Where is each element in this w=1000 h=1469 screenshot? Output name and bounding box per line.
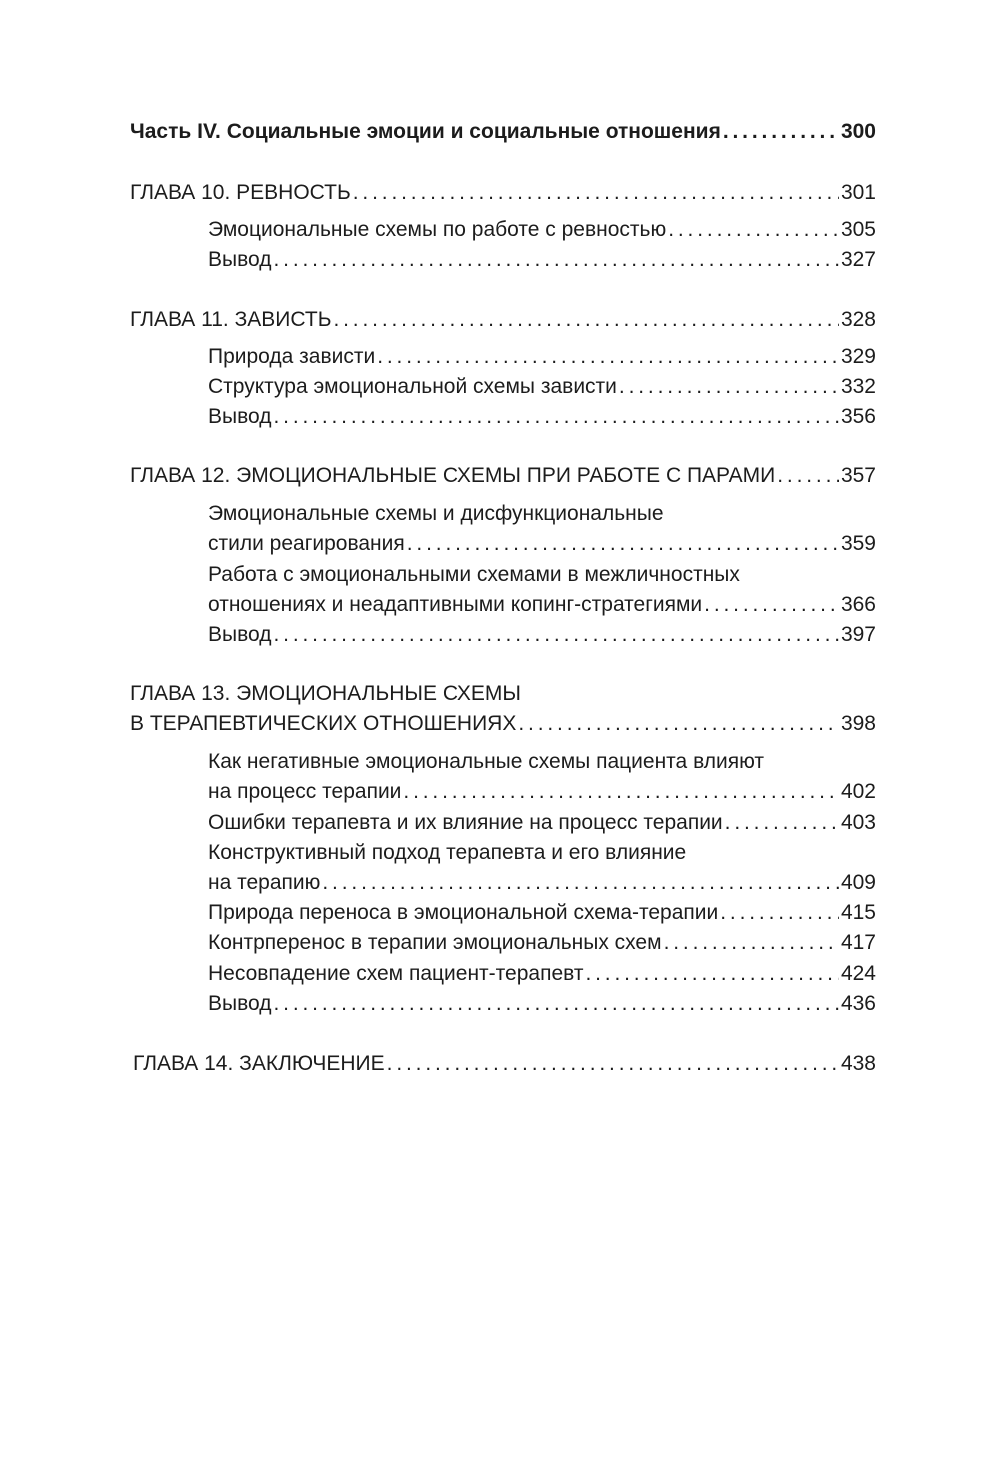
toc-leader-dots	[619, 372, 839, 402]
toc-entry	[208, 402, 876, 432]
toc-entry-label: Вывод	[208, 248, 272, 271]
toc-entry-label: Природа переноса в эмоциональной схема-терапии	[208, 901, 719, 924]
toc-page-number: 424	[840, 962, 876, 985]
toc-entry-first-line: Конструктивный подход терапевта и его влияние	[208, 841, 687, 864]
toc-leader-dots	[274, 402, 839, 432]
toc-page-number: 328	[840, 308, 876, 331]
toc-entry-label: Контрперенос в терапии эмоциональных схем	[208, 931, 662, 954]
toc-page-number: 403	[840, 811, 876, 834]
toc-page-number: 332	[840, 375, 876, 398]
toc-page-number: 409	[840, 871, 876, 894]
toc-leader-dots	[664, 928, 839, 958]
toc-page-number: 436	[840, 992, 876, 1015]
toc-part-label: Часть IV. Социальные эмоции и социальные отношения	[130, 120, 721, 143]
toc-leader-dots	[403, 777, 839, 807]
toc-entry-label: отношениях и неадаптивными копинг-стратегиями	[208, 593, 703, 616]
toc-page-number: 438	[840, 1052, 876, 1075]
toc-page-number: 305	[840, 218, 876, 241]
toc-entry	[208, 620, 876, 650]
toc-page-number: 417	[840, 931, 876, 954]
toc-entry-label: Природа зависти	[208, 345, 376, 368]
toc-chapter-14	[133, 1049, 876, 1079]
toc-page-number: 300	[840, 120, 876, 143]
toc-page-number: 359	[840, 532, 876, 555]
toc-page-number: 398	[840, 712, 876, 735]
toc-leader-dots	[777, 461, 839, 491]
toc-entry	[208, 928, 876, 958]
toc-chapter-13	[130, 709, 876, 739]
toc-entry-label: на процесс терапии	[208, 780, 402, 803]
toc-leader-dots	[353, 178, 839, 208]
toc-entry	[208, 529, 876, 559]
toc-entry-label: стили реагирования	[208, 532, 405, 555]
toc-entry-label: Структура эмоциональной схемы зависти	[208, 375, 617, 398]
toc-chapter-title: ГЛАВА 14. ЗАКЛЮЧЕНИЕ	[133, 1052, 385, 1075]
toc-leader-dots	[725, 808, 839, 838]
toc-entry-label: Вывод	[208, 623, 272, 646]
toc-entry-label: Вывод	[208, 992, 272, 1015]
toc-entry	[208, 868, 876, 898]
toc-page-number: 357	[840, 464, 876, 487]
toc-entry-label: Вывод	[208, 405, 272, 428]
toc-entry-first-line: Эмоциональные схемы и дисфункциональные	[208, 502, 664, 525]
toc-entry-label: Эмоциональные схемы по работе с ревностью	[208, 218, 667, 241]
toc-chapter-10	[130, 178, 876, 208]
toc-chapter-title: ГЛАВА 11. ЗАВИСТЬ	[130, 308, 332, 331]
toc-entry	[208, 372, 876, 402]
toc-page-number: 329	[840, 345, 876, 368]
toc-leader-dots	[407, 529, 839, 559]
toc-leader-dots	[387, 1049, 839, 1079]
toc-leader-dots	[720, 898, 839, 928]
toc-chapter-title: ГЛАВА 10. РЕВНОСТЬ	[130, 181, 351, 204]
toc-leader-dots	[322, 868, 839, 898]
toc-leader-dots	[723, 117, 839, 147]
toc-entry	[208, 808, 876, 838]
toc-page-number: 415	[840, 901, 876, 924]
toc-page-number: 366	[840, 593, 876, 616]
toc-entry-first-line: Как негативные эмоциональные схемы пациента влияют	[208, 750, 765, 773]
toc-page-number: 397	[840, 623, 876, 646]
toc-entry	[208, 777, 876, 807]
toc-page-number: 301	[840, 181, 876, 204]
toc-leader-dots	[668, 215, 839, 245]
toc-leader-dots	[704, 590, 839, 620]
toc-page-number: 356	[840, 405, 876, 428]
toc-chapter-title: В ТЕРАПЕВТИЧЕСКИХ ОТНОШЕНИЯХ	[130, 712, 517, 735]
toc-entry-first-line: Работа с эмоциональными схемами в межличностных	[208, 563, 740, 586]
toc-leader-dots	[274, 620, 839, 650]
toc-part-heading	[130, 117, 876, 147]
toc-leader-dots	[333, 305, 838, 335]
toc-leader-dots	[585, 959, 839, 989]
toc-page-number: 402	[840, 780, 876, 803]
toc-chapter-12	[130, 461, 876, 491]
toc-entry	[208, 898, 876, 928]
toc-chapter-11	[130, 305, 876, 335]
toc-leader-dots	[518, 709, 839, 739]
toc-leader-dots	[274, 245, 839, 275]
toc-entry	[208, 959, 876, 989]
toc-chapter-title-first-line: ГЛАВА 13. ЭМОЦИОНАЛЬНЫЕ СХЕМЫ	[130, 682, 521, 705]
toc-entry	[208, 245, 876, 275]
toc-leader-dots	[274, 989, 839, 1019]
toc-leader-dots	[377, 342, 839, 372]
toc-entry	[208, 342, 876, 372]
toc-chapter-title: ГЛАВА 12. ЭМОЦИОНАЛЬНЫЕ СХЕМЫ ПРИ РАБОТЕ С ПАРАМИ	[130, 464, 776, 487]
toc-entry	[208, 215, 876, 245]
toc-entry-label: Ошибки терапевта и их влияние на процесс терапии	[208, 811, 723, 834]
toc-entry	[208, 989, 876, 1019]
toc-page-number: 327	[840, 248, 876, 271]
toc-entry	[208, 590, 876, 620]
toc-entry-label: на терапию	[208, 871, 321, 894]
toc-entry-label: Несовпадение схем пациент-терапевт	[208, 962, 584, 985]
